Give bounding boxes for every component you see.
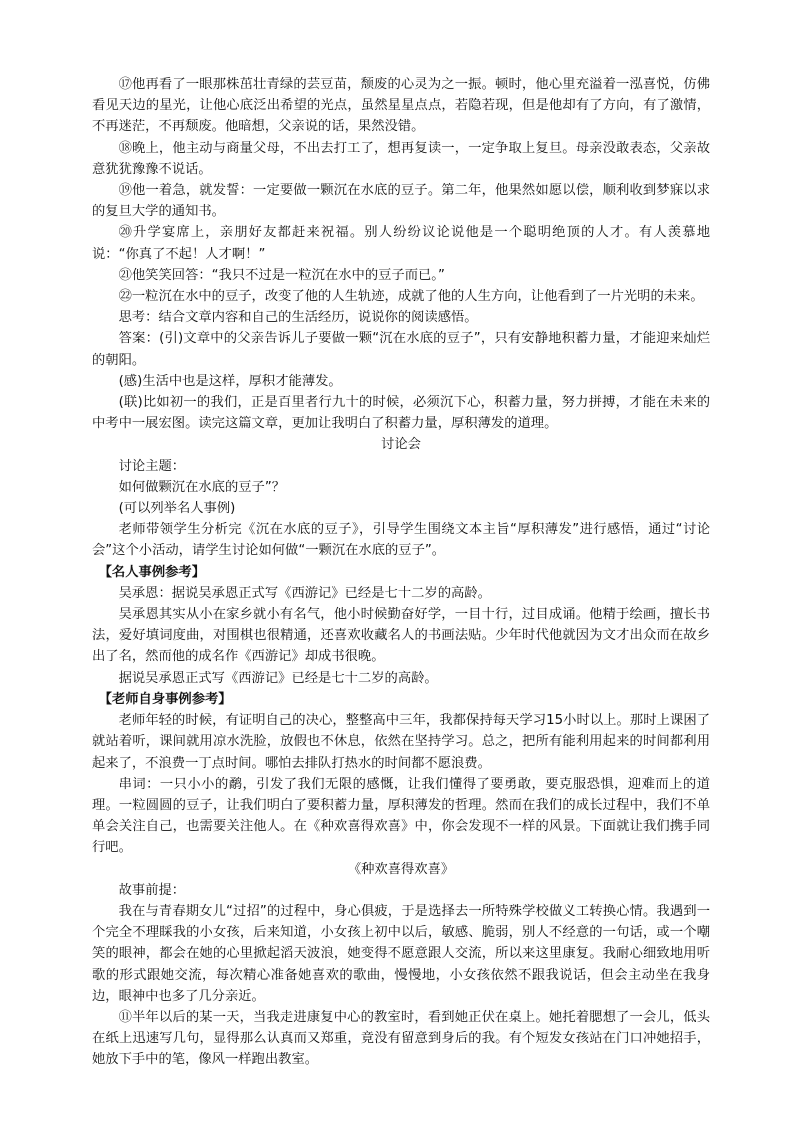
story-preface: 我在与青春期女儿“过招”的过程中，身心俱疲，于是选择去一所特殊学校做义工转换心情。我遇到一个完全不理睬我的小女孩，后来知道，小女孩上初中以后，敏感、脆弱，别人不经意的一句话，或一个嘲笑的眼神，都会在她的心里掀起滔天波浪，她变得不愿意跟人交流，所以来这里康复。我耐心细致地用听歌的形式跟她交流，每次精心准备她喜欢的歌曲，慢慢地，小女孩依然不跟我说话，但会主动坐在我身边，眼神中也多了几分亲近。	[92, 903, 710, 1004]
story-heading: 《种欢喜得欢喜》	[347, 861, 455, 877]
famous-example-1: 吴承恩：据说吴承恩正式写《西游记》已经是七十二岁的高龄。	[118, 585, 491, 601]
paragraph-17: ⑰他再看了一眼那株茁壮青绿的芸豆苗，颓废的心灵为之一振。顿时，他心里充溢着一泓喜悦，仿佛看见天边的星光，让他心底泛出希望的光点，虽然星星点点，若隐若现，但是他却有了方向，有了激情，不再迷茫，不再颓废。他暗想，父亲说的话，果然没错。	[92, 77, 710, 135]
discussion-topic: 如何做颗沉在水底的豆子”？	[118, 479, 286, 495]
famous-example-label: 【名人事例参考】	[98, 564, 206, 580]
discussion-heading: 讨论会	[381, 437, 421, 453]
famous-example-2: 吴承恩其实从小在家乡就小有名气，他小时候勤奋好学，一目十行，过目成诵。他精于绘画，擅长书法，爱好填词度曲，对围棋也很精通，还喜欢收藏名人的书画法贴。少年时代他就因为文才出众而在故乡出了名，然而他的成名作《西游记》却成书很晚。	[92, 607, 710, 665]
paragraph-18: ⑱晚上，他主动与商量父母，不出去打工了，想再复读一，一定争取上复旦。母亲没敢表态，父亲故意犹犹豫豫不说话。	[92, 140, 710, 177]
paragraph-22: ㉒一粒沉在水中的豆子，改变了他的人生轨迹，成就了他的人生方向，让他看到了一片光明的未来。	[118, 289, 704, 305]
famous-example-3: 据说吴承恩正式写《西游记》已经是七十二岁的高龄。	[118, 670, 438, 686]
question-text: 思考：结合文章内容和自己的生活经历，说说你的阅读感悟。	[118, 310, 478, 326]
answer-link: (联)比如初一的我们，正是百里者行九十的时候，必须沉下心，积蓄力量，努力拼搏，才能在未来的中考中一展宏图。读完这篇文章，更加让我明白了积蓄力量，厚积薄发的道理。	[92, 395, 710, 432]
document-page	[92, 74, 710, 1071]
story-preface-label: 故事前提：	[118, 882, 186, 898]
discussion-note: (可以列举名人事例)	[118, 501, 236, 517]
answer-feel: (感)生活中也是这样，厚积才能薄发。	[118, 373, 342, 389]
paragraph-21: ㉑他笑笑回答：“我只不过是一粒沉在水中的豆子而已。”	[118, 267, 445, 283]
teacher-example-label: 【老师自身事例参考】	[98, 691, 232, 707]
transition-text: 串词：一只小小的鹬，引发了我们无限的感慨，让我们懂得了要勇敢，要克服恐惧，迎难而上的道理。一粒圆圆的豆子，让我们明白了要积蓄力量，厚积薄发的哲理。然而在我们的成长过程中，我们不单单会关注自己，也需要关注他人。在《种欢喜得欢喜》中，你会发现不一样的风景。下面就让我们携手同行吧。	[92, 776, 710, 856]
discussion-intro: 老师带领学生分析完《沉在水底的豆子》，引导学生围绕文本主旨“厚积薄发”进行感悟，通过“讨论会”这个小活动，请学生讨论如何做“一颗沉在水底的豆子”。	[92, 522, 710, 559]
answer-text: 答案：(引)文章中的父亲告诉儿子要做一颗“沉在水底的豆子”，只有安静地积蓄力量，才能迎来灿烂的朝阳。	[92, 331, 710, 368]
paragraph-11: ⑪半年以后的某一天，当我走进康复中心的教室时，看到她正伏在桌上。她托着腮想了一会儿，低头在纸上迅速写几句，显得那么认真而又郑重，竟没有留意到身后的我。有个短发女孩站在门口冲她招手，她放下手中的笔，像风一样跑出教室。	[92, 1009, 710, 1068]
paragraph-19: ⑲他一着急，就发誓：一定要做一颗沉在水底的豆子。第二年，他果然如愿以偿，顺利收到梦寐以求的复旦大学的通知书。	[92, 183, 710, 220]
discussion-topic-label: 讨论主题：	[118, 458, 186, 474]
teacher-example-text: 老师年轻的时候，有证明自己的决心，整整高中三年，我都保持每天学习15小时以上。那时上课困了就站着听，课间就用凉水洗脸，放假也不休息，依然在坚持学习。总之，把所有能利用起来的时间都利用起来了，不浪费一丁点时间。哪怕去排队打热水的时间都不愿浪费。	[92, 713, 710, 771]
paragraph-20: ⑳升学宴席上，亲朋好友都赶来祝福。别人纷纷议论说他是一个聪明绝顶的人才。有人羡慕地说：“你真了不起！人才啊！”	[92, 225, 710, 262]
